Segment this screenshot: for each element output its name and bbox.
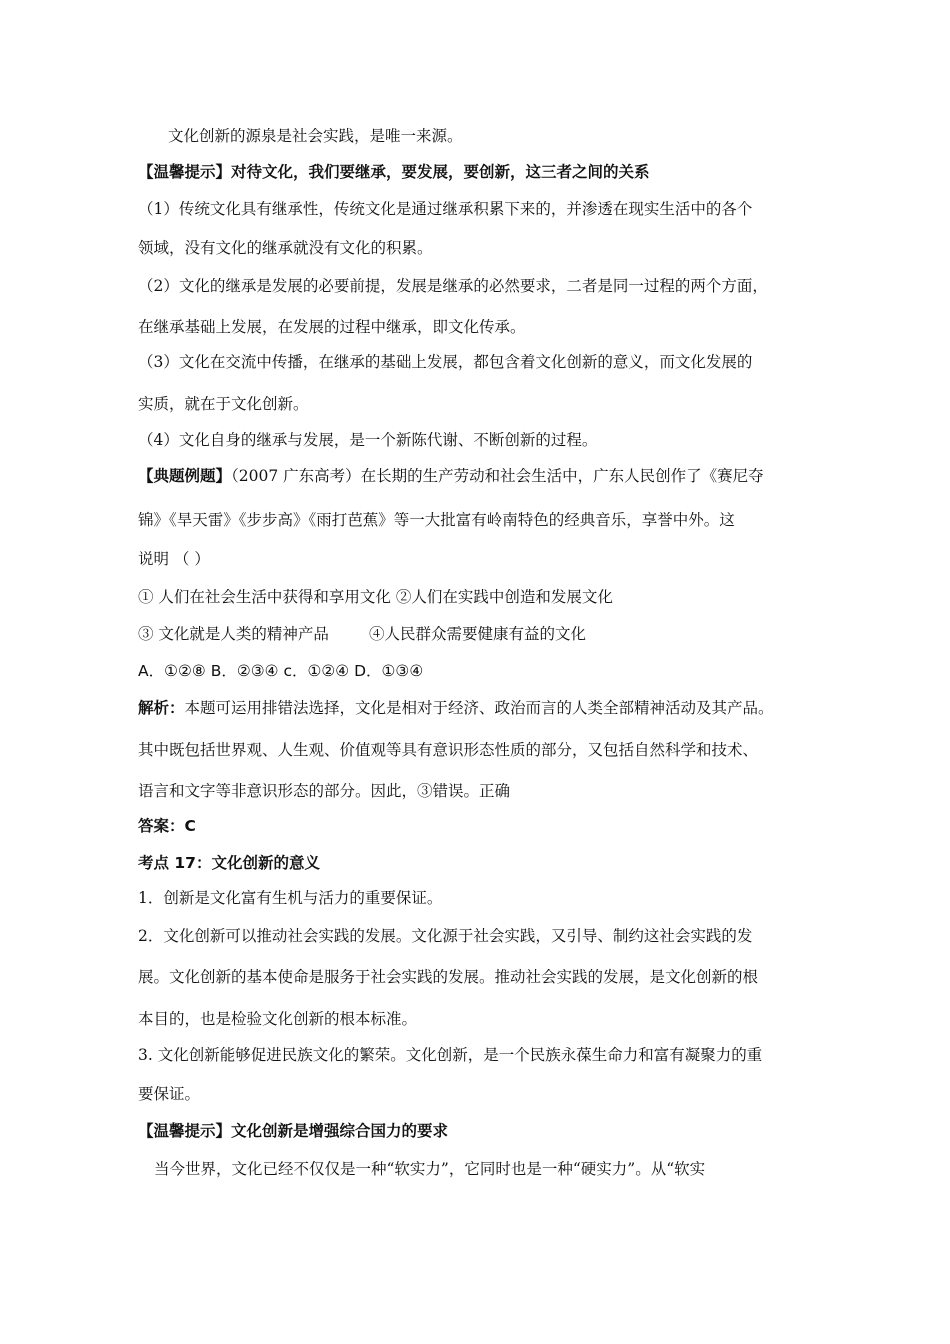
tip-heading: 【温馨提示】对待文化，我们要继承，要发展，要创新，这三者之间的关系 bbox=[138, 163, 650, 181]
paragraph-line: 当今世界，文化已经不仅仅是一种“软实力”，它同时也是一种“硬实力”。从“软实 bbox=[154, 1160, 706, 1178]
paragraph-line: 本目的，也是检验文化创新的根本标准。 bbox=[138, 1010, 418, 1028]
analysis-text: 本题可运用排错法选择，文化是相对于经济、政治而言的人类全部精神活动及其产品。 bbox=[184, 699, 774, 717]
paragraph-line: 展。文化创新的基本使命是服务于社会实践的发展。推动社会实践的发展，是文化创新的根 bbox=[138, 968, 759, 986]
paragraph-line: 锦》《旱天雷》《步步高》《雨打芭蕉》等一大批富有岭南特色的经典音乐，享誉中外。这 bbox=[138, 511, 735, 529]
paragraph-line: （4）文化自身的继承与发展，是一个新陈代谢、不断创新的过程。 bbox=[138, 431, 598, 449]
question-prompt: 说明 （ ） bbox=[138, 550, 210, 568]
paragraph-line: （3）文化在交流中传播，在继承的基础上发展，都包含着文化创新的意义，而文化发展的 bbox=[138, 353, 753, 371]
paragraph-line: （1）传统文化具有继承性，传统文化是通过继承积累下来的，并渗透在现实生活中的各个 bbox=[138, 200, 753, 218]
option-line bbox=[138, 624, 586, 644]
paragraph-line: 在继承基础上发展，在发展的过程中继承，即文化传承。 bbox=[138, 318, 526, 336]
paragraph-line: 要保证。 bbox=[138, 1085, 201, 1103]
paragraph-line: 领域，没有文化的继承就没有文化的积累。 bbox=[138, 239, 433, 257]
option-3: ③ 文化就是人类的精神产品 bbox=[138, 625, 329, 643]
example-label: 【典题例题】 bbox=[138, 467, 232, 485]
paragraph-line: 2．文化创新可以推动社会实践的发展。文化源于社会实践，又引导、制约这社会实践的发 bbox=[138, 927, 753, 945]
section-heading: 考点 17：文化创新的意义 bbox=[138, 854, 320, 872]
paragraph-line: 文化创新的源泉是社会实践，是唯一来源。 bbox=[168, 127, 463, 145]
example-text: （2007 广东高考）在长期的生产劳动和社会生活中，广东人民创作了《赛尼夺 bbox=[231, 467, 764, 485]
analysis-line bbox=[138, 698, 774, 718]
option-line: ① 人们在社会生活中获得和享用文化 ②人们在实践中创造和发展文化 bbox=[138, 588, 613, 606]
paragraph-line: 1．创新是文化富有生机与活力的重要保证。 bbox=[138, 889, 443, 907]
paragraph-line: 3. 文化创新能够促进民族文化的繁荣。文化创新，是一个民族永葆生命力和富有凝聚力的重 bbox=[138, 1046, 763, 1064]
tip-heading: 【温馨提示】文化创新是增强综合国力的要求 bbox=[138, 1122, 449, 1140]
analysis-label: 解析： bbox=[138, 699, 185, 717]
paragraph-line: （2）文化的继承是发展的必要前提，发展是继承的必然要求，二者是同一过程的两个方面， bbox=[138, 277, 768, 295]
choices-line: A．①②⑧ B．②③④ c．①②④ D．①③④ bbox=[138, 662, 424, 680]
example-line bbox=[138, 466, 764, 486]
option-4: ④人民群众需要健康有益的文化 bbox=[368, 625, 586, 643]
answer-line: 答案：C bbox=[138, 817, 196, 835]
paragraph-line: 其中既包括世界观、人生观、价值观等具有意识形态性质的部分，又包括自然科学和技术、 bbox=[138, 741, 759, 759]
paragraph-line: 实质，就在于文化创新。 bbox=[138, 395, 309, 413]
paragraph-line: 语言和文字等非意识形态的部分。因此，③错误。正确 bbox=[138, 782, 511, 800]
